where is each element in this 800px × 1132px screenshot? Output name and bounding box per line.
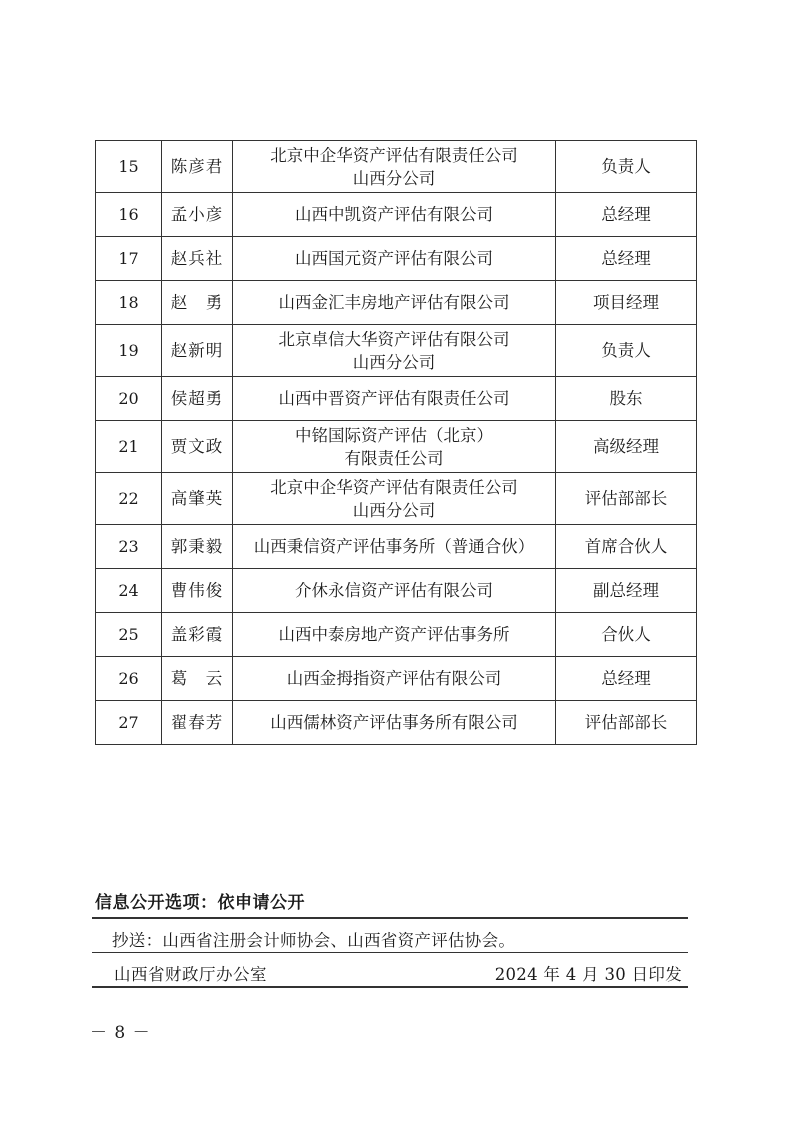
- company-name: 山西中凯资产评估有限公司: [233, 193, 556, 237]
- person-name: 孟小彦: [162, 193, 233, 237]
- person-name: 郭秉毅: [162, 525, 233, 569]
- table-row: [96, 701, 697, 745]
- person-name: 赵兵社: [162, 237, 233, 281]
- person-name: 侯超勇: [162, 377, 233, 421]
- info-disclosure-option: 信息公开选项：依申请公开: [95, 893, 305, 913]
- row-number: 15: [96, 141, 162, 193]
- table-row: [96, 281, 697, 325]
- job-title: 项目经理: [556, 281, 697, 325]
- job-title: 总经理: [556, 193, 697, 237]
- company-name: 介休永信资产评估有限公司: [233, 569, 556, 613]
- table-row: [96, 657, 697, 701]
- job-title: 负责人: [556, 141, 697, 193]
- table-row: [96, 421, 697, 473]
- row-number: 27: [96, 701, 162, 745]
- person-name: 高肇英: [162, 473, 233, 525]
- table-row: [96, 237, 697, 281]
- company-name: 山西金拇指资产评估有限公司: [233, 657, 556, 701]
- job-title: 首席合伙人: [556, 525, 697, 569]
- row-number: 21: [96, 421, 162, 473]
- person-name: 翟春芳: [162, 701, 233, 745]
- person-name: 赵新明: [162, 325, 233, 377]
- row-number: 19: [96, 325, 162, 377]
- job-title: 评估部部长: [556, 701, 697, 745]
- table-row: [96, 569, 697, 613]
- company-name: 山西中晋资产评估有限责任公司: [233, 377, 556, 421]
- issue-date: 2024 年 4 月 30 日印发: [494, 965, 682, 984]
- company-name: 山西国元资产评估有限公司: [233, 237, 556, 281]
- row-number: 16: [96, 193, 162, 237]
- table-row: [96, 473, 697, 525]
- company-name: 北京中企华资产评估有限责任公司 山西分公司: [233, 473, 556, 525]
- footer-rule-bottom: [92, 986, 688, 988]
- table-row: [96, 193, 697, 237]
- row-number: 25: [96, 613, 162, 657]
- footer-rule-top: [92, 917, 688, 919]
- company-name: 山西金汇丰房地产评估有限公司: [233, 281, 556, 325]
- personnel-table: [95, 140, 697, 745]
- page-number: － 8 －: [90, 1023, 151, 1043]
- person-name: 盖彩霞: [162, 613, 233, 657]
- row-number: 26: [96, 657, 162, 701]
- table-row: [96, 613, 697, 657]
- table-row: [96, 525, 697, 569]
- job-title: 负责人: [556, 325, 697, 377]
- table-row: [96, 325, 697, 377]
- job-title: 合伙人: [556, 613, 697, 657]
- company-name: 北京中企华资产评估有限责任公司 山西分公司: [233, 141, 556, 193]
- person-name: 葛 云: [162, 657, 233, 701]
- job-title: 评估部部长: [556, 473, 697, 525]
- table-row: [96, 141, 697, 193]
- job-title: 总经理: [556, 657, 697, 701]
- company-name: 北京卓信大华资产评估有限公司 山西分公司: [233, 325, 556, 377]
- row-number: 17: [96, 237, 162, 281]
- person-name: 陈彦君: [162, 141, 233, 193]
- issuing-office: 山西省财政厅办公室: [114, 965, 267, 984]
- company-name: 中铭国际资产评估（北京） 有限责任公司: [233, 421, 556, 473]
- row-number: 24: [96, 569, 162, 613]
- job-title: 总经理: [556, 237, 697, 281]
- job-title: 高级经理: [556, 421, 697, 473]
- person-name: 赵 勇: [162, 281, 233, 325]
- job-title: 副总经理: [556, 569, 697, 613]
- row-number: 23: [96, 525, 162, 569]
- company-name: 山西秉信资产评估事务所（普通合伙）: [233, 525, 556, 569]
- job-title: 股东: [556, 377, 697, 421]
- person-name: 曹伟俊: [162, 569, 233, 613]
- row-number: 20: [96, 377, 162, 421]
- personnel-table-body: [96, 141, 697, 745]
- row-number: 22: [96, 473, 162, 525]
- table-row: [96, 377, 697, 421]
- footer-rule-middle: [92, 952, 688, 953]
- company-name: 山西中泰房地产资产评估事务所: [233, 613, 556, 657]
- cc-recipients: 抄送：山西省注册会计师协会、山西省资产评估协会。: [112, 931, 516, 950]
- row-number: 18: [96, 281, 162, 325]
- company-name: 山西儒林资产评估事务所有限公司: [233, 701, 556, 745]
- person-name: 贾文政: [162, 421, 233, 473]
